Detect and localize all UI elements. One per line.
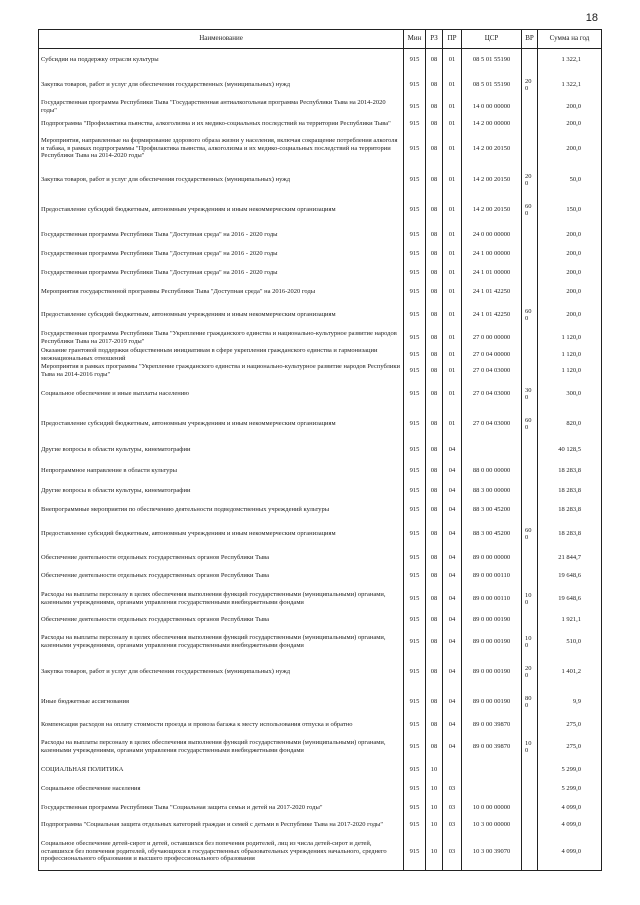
cell-sum: 1 120,0	[538, 347, 602, 363]
cell-csr: 27 0 04 03000	[462, 409, 522, 439]
cell-vr	[522, 461, 538, 481]
cell-csr: 88 3 00 45200	[462, 519, 522, 549]
cell-csr: 10 3 00 39070	[462, 833, 522, 871]
cell-rz: 08	[426, 263, 443, 283]
cell-pr: 04	[443, 585, 462, 613]
table-row	[39, 567, 602, 585]
cell-name: Социальное обеспечение детей-сирот и детей, оставшихся без попечения родителей, лиц из числа детей-сирот и детей, оставшихся без попечения родителей, обучающихся в государственных образовательных учреждениях начального, среднего профессионального образования и высшего профессионального образования	[39, 833, 404, 871]
table-row	[39, 481, 602, 501]
cell-vr	[522, 717, 538, 733]
cell-csr: 24 1 01 42250	[462, 283, 522, 301]
table-row	[39, 99, 602, 115]
cell-csr: 24 1 01 42250	[462, 301, 522, 329]
cell-vr: 10 0	[522, 733, 538, 761]
cell-min: 915	[404, 817, 426, 833]
cell-csr: 24 0 00 00000	[462, 225, 522, 245]
cell-name: Внепрограммные мероприятия по обеспечению деятельности подведомственных учреждений культуры	[39, 501, 404, 519]
table-row	[39, 195, 602, 225]
cell-pr: 04	[443, 567, 462, 585]
cell-min: 915	[404, 627, 426, 657]
cell-name: Подпрограмма "Социальная защита отдельных категорий граждан и семей с детьми в Республике Тыва на 2017-2020 годы"	[39, 817, 404, 833]
cell-min: 915	[404, 687, 426, 717]
cell-pr: 04	[443, 733, 462, 761]
cell-name: Государственная программа Республики Тыва "Доступная среда" на 2016 - 2020 годы	[39, 225, 404, 245]
cell-pr: 01	[443, 99, 462, 115]
cell-name: Непрограммное направление в области культуры	[39, 461, 404, 481]
cell-vr	[522, 283, 538, 301]
table-row	[39, 717, 602, 733]
cell-vr: 10 0	[522, 585, 538, 613]
cell-csr: 89 0 00 00000	[462, 549, 522, 567]
cell-name: Расходы на выплаты персоналу в целях обеспечения выполнения функций государственными (муниципальными) органами, казенными учреждениями, органами управления государственными внебюджетными фондами	[39, 733, 404, 761]
cell-name: Предоставление субсидий бюджетным, автономным учреждениям и иным некоммерческим организациям	[39, 409, 404, 439]
cell-sum: 9,9	[538, 687, 602, 717]
cell-min: 915	[404, 761, 426, 779]
cell-name: Обеспечение деятельности отдельных государственных органов Республики Тыва	[39, 613, 404, 627]
cell-rz: 08	[426, 717, 443, 733]
cell-pr: 01	[443, 49, 462, 71]
cell-min: 915	[404, 833, 426, 871]
cell-vr	[522, 779, 538, 799]
cell-pr: 04	[443, 627, 462, 657]
cell-sum: 21 844,7	[538, 549, 602, 567]
cell-name: Другие вопросы в области культуры, кинематографии	[39, 481, 404, 501]
cell-sum: 4 099,0	[538, 799, 602, 817]
cell-sum: 18 283,8	[538, 501, 602, 519]
cell-csr: 27 0 04 03000	[462, 363, 522, 379]
table-row	[39, 779, 602, 799]
cell-csr: 88 3 00 00000	[462, 481, 522, 501]
cell-rz: 08	[426, 461, 443, 481]
table-row	[39, 687, 602, 717]
cell-sum: 4 099,0	[538, 817, 602, 833]
cell-vr	[522, 363, 538, 379]
cell-sum: 18 283,8	[538, 519, 602, 549]
cell-sum: 40 128,5	[538, 439, 602, 461]
cell-name: Предоставление субсидий бюджетным, автономным учреждениям и иным некоммерческим организациям	[39, 519, 404, 549]
cell-vr: 60 0	[522, 301, 538, 329]
cell-csr: 27 0 00 00000	[462, 329, 522, 347]
cell-rz: 08	[426, 329, 443, 347]
cell-min: 915	[404, 501, 426, 519]
table-row	[39, 245, 602, 263]
cell-name: СОЦИАЛЬНАЯ ПОЛИТИКА	[39, 761, 404, 779]
cell-min: 915	[404, 133, 426, 165]
cell-pr: 03	[443, 799, 462, 817]
cell-name: Обеспечение деятельности отдельных государственных органов Республики Тыва	[39, 549, 404, 567]
cell-rz: 10	[426, 833, 443, 871]
table-row	[39, 329, 602, 347]
cell-pr: 04	[443, 549, 462, 567]
cell-min: 915	[404, 439, 426, 461]
cell-min: 915	[404, 733, 426, 761]
cell-min: 915	[404, 165, 426, 195]
header-rz: РЗ	[426, 30, 443, 49]
cell-pr: 04	[443, 439, 462, 461]
cell-name: Социальное обеспечение населения	[39, 779, 404, 799]
cell-name: Государственная программа Республики Тыва "Социальная защита семьи и детей на 2017-2020 годы"	[39, 799, 404, 817]
cell-csr: 27 0 04 03000	[462, 379, 522, 409]
cell-name: Закупка товаров, работ и услуг для обеспечения государственных (муниципальных) нужд	[39, 71, 404, 99]
cell-min: 915	[404, 329, 426, 347]
cell-vr	[522, 549, 538, 567]
cell-csr: 14 2 00 20150	[462, 195, 522, 225]
cell-csr: 24 1 00 00000	[462, 245, 522, 263]
table-row	[39, 49, 602, 71]
cell-name: Предоставление субсидий бюджетным, автономным учреждениям и иным некоммерческим организациям	[39, 301, 404, 329]
cell-pr: 01	[443, 115, 462, 133]
cell-sum: 275,0	[538, 733, 602, 761]
cell-min: 915	[404, 363, 426, 379]
cell-csr	[462, 439, 522, 461]
cell-min: 915	[404, 519, 426, 549]
cell-min: 915	[404, 225, 426, 245]
table-header-row	[39, 30, 602, 49]
cell-csr: 14 2 00 00000	[462, 115, 522, 133]
cell-vr	[522, 439, 538, 461]
cell-csr: 14 2 00 20150	[462, 165, 522, 195]
table-row	[39, 225, 602, 245]
cell-pr: 01	[443, 347, 462, 363]
cell-rz: 08	[426, 567, 443, 585]
cell-rz: 08	[426, 657, 443, 687]
cell-rz: 10	[426, 779, 443, 799]
cell-vr	[522, 567, 538, 585]
cell-vr	[522, 799, 538, 817]
cell-rz: 08	[426, 409, 443, 439]
cell-vr	[522, 49, 538, 71]
cell-csr: 89 0 00 39870	[462, 733, 522, 761]
cell-sum: 150,0	[538, 195, 602, 225]
cell-name: Обеспечение деятельности отдельных государственных органов Республики Тыва	[39, 567, 404, 585]
cell-rz: 08	[426, 733, 443, 761]
cell-sum: 200,0	[538, 225, 602, 245]
cell-rz: 10	[426, 799, 443, 817]
cell-csr: 89 0 00 00110	[462, 567, 522, 585]
cell-sum: 5 299,0	[538, 761, 602, 779]
header-min: Мин	[404, 30, 426, 49]
table-body	[39, 49, 602, 871]
cell-csr: 08 5 01 55190	[462, 71, 522, 99]
table-row	[39, 733, 602, 761]
cell-name: Расходы на выплаты персоналу в целях обеспечения выполнения функций государственными (муниципальными) органами, казенными учреждениями, органами управления государственными внебюджетными фондами	[39, 585, 404, 613]
cell-name: Другие вопросы в области культуры, кинематографии	[39, 439, 404, 461]
cell-name: Государственная программа Республики Тыва "Государственная антиалкогольная программа Республики Тыва на 2014-2020 годы"	[39, 99, 404, 115]
cell-rz: 08	[426, 549, 443, 567]
cell-rz: 08	[426, 481, 443, 501]
cell-sum: 4 099,0	[538, 833, 602, 871]
cell-vr	[522, 481, 538, 501]
cell-csr: 10 0 00 00000	[462, 799, 522, 817]
cell-vr	[522, 329, 538, 347]
cell-pr: 01	[443, 329, 462, 347]
table-row	[39, 263, 602, 283]
cell-min: 915	[404, 301, 426, 329]
cell-name: Подпрограмма "Профилактика пьянства, алкоголизма и их медико-социальных последствий на территории Республики Тыва"	[39, 115, 404, 133]
cell-name: Социальное обеспечение и иные выплаты населению	[39, 379, 404, 409]
table-row	[39, 519, 602, 549]
table-row	[39, 613, 602, 627]
cell-pr: 01	[443, 409, 462, 439]
cell-min: 915	[404, 115, 426, 133]
cell-csr: 08 5 01 55190	[462, 49, 522, 71]
table-row	[39, 657, 602, 687]
cell-name: Расходы на выплаты персоналу в целях обеспечения выполнения функций государственными (муниципальными) органами, казенными учреждениями, органами управления государственными внебюджетными фондами	[39, 627, 404, 657]
cell-sum: 1 120,0	[538, 363, 602, 379]
cell-vr	[522, 501, 538, 519]
table-row	[39, 301, 602, 329]
cell-csr: 14 2 00 20150	[462, 133, 522, 165]
cell-vr	[522, 613, 538, 627]
cell-vr	[522, 761, 538, 779]
cell-vr: 10 0	[522, 627, 538, 657]
cell-pr: 01	[443, 133, 462, 165]
cell-sum: 300,0	[538, 379, 602, 409]
cell-rz: 08	[426, 363, 443, 379]
cell-min: 915	[404, 71, 426, 99]
cell-vr	[522, 99, 538, 115]
cell-name: Государственная программа Республики Тыва "Доступная среда" на 2016 - 2020 годы	[39, 245, 404, 263]
cell-rz: 10	[426, 817, 443, 833]
cell-name: Государственная программа Республики Тыва "Доступная среда" на 2016 - 2020 годы	[39, 263, 404, 283]
table-row	[39, 817, 602, 833]
cell-sum: 1 401,2	[538, 657, 602, 687]
cell-pr: 04	[443, 519, 462, 549]
cell-sum: 1 322,1	[538, 71, 602, 99]
cell-rz: 08	[426, 225, 443, 245]
cell-sum: 200,0	[538, 263, 602, 283]
cell-csr: 14 0 00 00000	[462, 99, 522, 115]
cell-sum: 1 322,1	[538, 49, 602, 71]
cell-csr: 89 0 00 00190	[462, 627, 522, 657]
table-row	[39, 133, 602, 165]
cell-rz: 08	[426, 99, 443, 115]
cell-min: 915	[404, 379, 426, 409]
cell-min: 915	[404, 409, 426, 439]
cell-sum: 18 283,8	[538, 481, 602, 501]
header-pr: ПР	[443, 30, 462, 49]
cell-sum: 200,0	[538, 99, 602, 115]
table-row	[39, 347, 602, 363]
cell-min: 915	[404, 567, 426, 585]
header-sum: Сумма на год	[538, 30, 602, 49]
table-row	[39, 165, 602, 195]
cell-csr: 89 0 00 39870	[462, 717, 522, 733]
cell-vr	[522, 133, 538, 165]
cell-vr	[522, 245, 538, 263]
cell-rz: 08	[426, 71, 443, 99]
cell-min: 915	[404, 195, 426, 225]
cell-sum: 1 921,1	[538, 613, 602, 627]
cell-pr: 04	[443, 461, 462, 481]
cell-rz: 08	[426, 245, 443, 263]
cell-pr: 01	[443, 165, 462, 195]
cell-min: 915	[404, 347, 426, 363]
cell-rz: 08	[426, 501, 443, 519]
cell-pr: 01	[443, 71, 462, 99]
cell-name: Мероприятия, направленные на формирование здорового образа жизни у населения, включая сокращение потребления алкоголя и табака, в рамках подпрограммы "Профилактика пьянства, алкоголизма и их медико-социальных последствий на территории Республики Тыва на 2014-2020 годы"	[39, 133, 404, 165]
cell-csr: 89 0 00 00190	[462, 687, 522, 717]
cell-vr	[522, 833, 538, 871]
cell-vr: 60 0	[522, 195, 538, 225]
cell-sum: 19 648,6	[538, 585, 602, 613]
cell-csr: 27 0 04 00000	[462, 347, 522, 363]
cell-vr: 20 0	[522, 71, 538, 99]
cell-pr: 04	[443, 613, 462, 627]
cell-pr: 01	[443, 283, 462, 301]
cell-min: 915	[404, 245, 426, 263]
cell-pr: 01	[443, 195, 462, 225]
cell-pr: 04	[443, 717, 462, 733]
cell-min: 915	[404, 49, 426, 71]
cell-vr: 20 0	[522, 165, 538, 195]
cell-rz: 08	[426, 585, 443, 613]
cell-csr: 89 0 00 00190	[462, 657, 522, 687]
cell-min: 915	[404, 779, 426, 799]
cell-min: 915	[404, 717, 426, 733]
cell-csr	[462, 761, 522, 779]
cell-rz: 08	[426, 379, 443, 409]
cell-vr: 60 0	[522, 519, 538, 549]
cell-min: 915	[404, 613, 426, 627]
cell-sum: 1 120,0	[538, 329, 602, 347]
cell-vr	[522, 817, 538, 833]
cell-csr: 89 0 00 00110	[462, 585, 522, 613]
cell-vr	[522, 347, 538, 363]
cell-csr: 88 3 00 45200	[462, 501, 522, 519]
cell-min: 915	[404, 549, 426, 567]
table-row	[39, 439, 602, 461]
cell-rz: 08	[426, 49, 443, 71]
cell-vr	[522, 115, 538, 133]
cell-min: 915	[404, 657, 426, 687]
table-row	[39, 71, 602, 99]
cell-rz: 08	[426, 283, 443, 301]
cell-name: Государственная программа Республики Тыва "Укрепление гражданского единства и национально-культурное развитие народов Республики Тыва на 2017-2019 годы"	[39, 329, 404, 347]
cell-sum: 275,0	[538, 717, 602, 733]
cell-rz: 08	[426, 195, 443, 225]
cell-name: Мероприятия государственной программы Республики Тыва "Доступная среда" на 2016-2020 годы	[39, 283, 404, 301]
cell-rz: 08	[426, 613, 443, 627]
cell-pr: 01	[443, 363, 462, 379]
table-row	[39, 549, 602, 567]
cell-sum: 19 648,6	[538, 567, 602, 585]
table-row	[39, 627, 602, 657]
cell-name: Иные бюджетные ассигнования	[39, 687, 404, 717]
cell-rz: 08	[426, 301, 443, 329]
page-number: 18	[585, 12, 598, 24]
cell-name: Закупка товаров, работ и услуг для обеспечения государственных (муниципальных) нужд	[39, 657, 404, 687]
cell-sum: 820,0	[538, 409, 602, 439]
cell-pr: 01	[443, 301, 462, 329]
cell-pr: 01	[443, 245, 462, 263]
cell-vr: 80 0	[522, 687, 538, 717]
table-row	[39, 585, 602, 613]
table-row	[39, 501, 602, 519]
cell-name: Компенсация расходов на оплату стоимости проезда и провоза багажа к месту использования отпуска и обратно	[39, 717, 404, 733]
cell-name: Предоставление субсидий бюджетным, автономным учреждениям и иным некоммерческим организациям	[39, 195, 404, 225]
cell-pr: 04	[443, 501, 462, 519]
cell-sum: 200,0	[538, 133, 602, 165]
cell-name: Субсидии на поддержку отрасли культуры	[39, 49, 404, 71]
cell-pr: 01	[443, 379, 462, 409]
cell-rz: 08	[426, 133, 443, 165]
table-row	[39, 833, 602, 871]
table-row	[39, 761, 602, 779]
cell-csr	[462, 779, 522, 799]
cell-csr: 89 0 00 00190	[462, 613, 522, 627]
table-row	[39, 283, 602, 301]
cell-sum: 50,0	[538, 165, 602, 195]
budget-table	[38, 29, 602, 871]
table-row	[39, 799, 602, 817]
table-row	[39, 379, 602, 409]
cell-name: Закупка товаров, работ и услуг для обеспечения государственных (муниципальных) нужд	[39, 165, 404, 195]
cell-rz: 08	[426, 519, 443, 549]
cell-pr: 04	[443, 481, 462, 501]
cell-pr: 01	[443, 263, 462, 283]
cell-rz: 08	[426, 165, 443, 195]
cell-vr: 60 0	[522, 409, 538, 439]
cell-min: 915	[404, 585, 426, 613]
table-row	[39, 461, 602, 481]
cell-vr: 20 0	[522, 657, 538, 687]
cell-sum: 18 283,8	[538, 461, 602, 481]
header-vr: ВР	[522, 30, 538, 49]
cell-min: 915	[404, 461, 426, 481]
cell-pr	[443, 761, 462, 779]
cell-pr: 03	[443, 833, 462, 871]
cell-csr: 24 1 01 00000	[462, 263, 522, 283]
cell-sum: 510,0	[538, 627, 602, 657]
header-name: Наименование	[39, 30, 404, 49]
cell-pr: 04	[443, 657, 462, 687]
cell-csr: 10 3 00 00000	[462, 817, 522, 833]
cell-name: Оказание грантовой поддержки общественным инициативам в сфере укрепления гражданского единства и гармонизации межнациональных отношений	[39, 347, 404, 363]
cell-pr: 03	[443, 779, 462, 799]
table-row	[39, 409, 602, 439]
cell-sum: 200,0	[538, 115, 602, 133]
cell-vr	[522, 263, 538, 283]
cell-sum: 5 299,0	[538, 779, 602, 799]
header-csr: ЦСР	[462, 30, 522, 49]
cell-rz: 08	[426, 347, 443, 363]
cell-csr: 88 0 00 00000	[462, 461, 522, 481]
cell-rz: 08	[426, 687, 443, 717]
cell-min: 915	[404, 799, 426, 817]
cell-min: 915	[404, 263, 426, 283]
cell-pr: 03	[443, 817, 462, 833]
cell-rz: 08	[426, 627, 443, 657]
cell-min: 915	[404, 481, 426, 501]
cell-min: 915	[404, 283, 426, 301]
cell-rz: 08	[426, 115, 443, 133]
cell-name: Мероприятия в рамках программы "Укрепление гражданского единства и национально-культурное развитие народов Республики Тыва на 2014-2016 годы"	[39, 363, 404, 379]
cell-pr: 04	[443, 687, 462, 717]
cell-vr	[522, 225, 538, 245]
cell-sum: 200,0	[538, 301, 602, 329]
cell-sum: 200,0	[538, 245, 602, 263]
table-row	[39, 363, 602, 379]
table-row	[39, 115, 602, 133]
cell-min: 915	[404, 99, 426, 115]
cell-sum: 200,0	[538, 283, 602, 301]
cell-vr: 30 0	[522, 379, 538, 409]
cell-rz: 08	[426, 439, 443, 461]
cell-pr: 01	[443, 225, 462, 245]
cell-rz: 10	[426, 761, 443, 779]
